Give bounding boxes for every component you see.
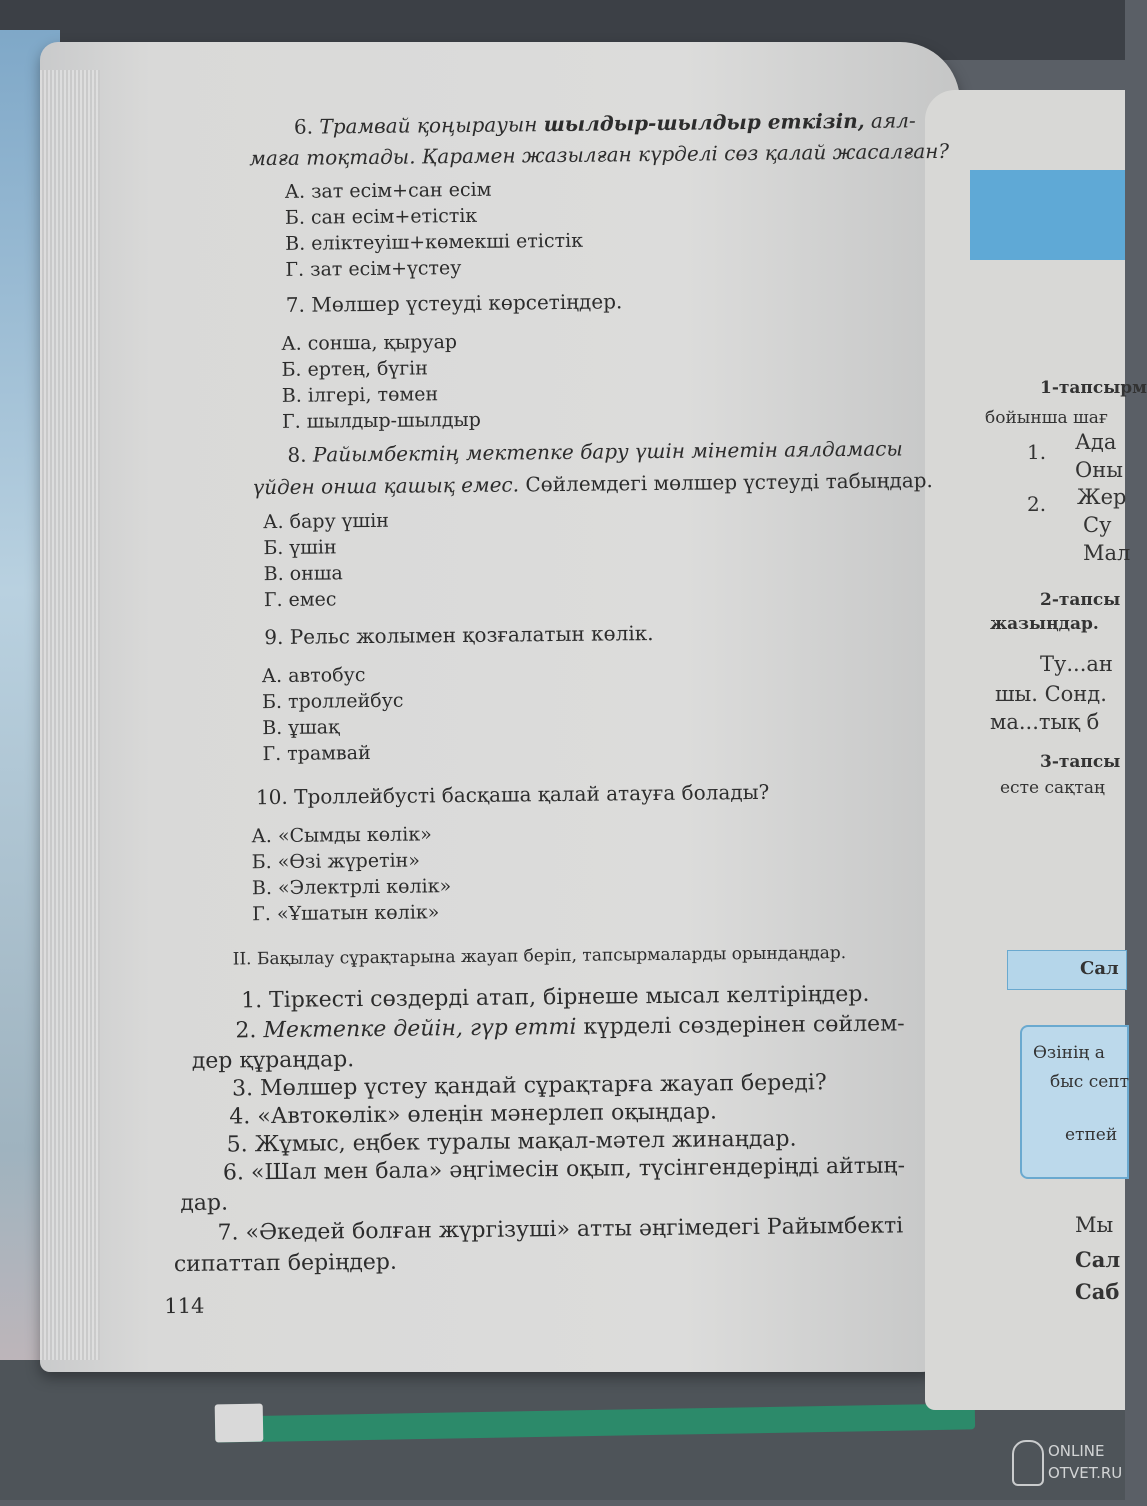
right-line: шы. Сонд.	[995, 682, 1107, 706]
task-4: 4. «Автокөлік» өлеңін мәнерлеп оқыңдар.	[229, 1099, 718, 1130]
task-6-line2: дар.	[180, 1190, 229, 1217]
q9-option-d: Г. трамвай	[262, 741, 371, 766]
q10-option-a: А. «Сымды көлік»	[251, 823, 432, 848]
q9-option-a: А. автобус	[261, 664, 366, 688]
task-7-line2: сипаттап беріңдер.	[173, 1249, 398, 1278]
right-line: Жер	[1077, 485, 1127, 509]
right-line: Су	[1083, 513, 1112, 537]
task-1: 1. Тіркесті сөздерді атап, бірнеше мысал келтіріңдер.	[241, 981, 870, 1014]
right-note-line: быс септ	[1050, 1072, 1130, 1092]
q8-option-d: Г. емес	[263, 588, 337, 612]
question-8-line2: үйден онша қашық емес. Сөйлемдегі мөлшер үстеуді табыңдар.	[252, 468, 933, 500]
q7-option-a: А. сонша, қыруар	[281, 331, 458, 355]
right-line: бойынша шағ	[985, 408, 1108, 428]
right-task-1-heading: 1-тапсырм	[1040, 378, 1147, 398]
right-line: Сал	[1075, 1247, 1121, 1272]
right-line: 2.	[1027, 492, 1047, 516]
section-2-heading: II. Бақылау сұрақтарына жауап беріп, тапсырмаларды орындаңдар.	[232, 943, 847, 970]
page-number: 114	[164, 1293, 205, 1319]
watermark-text: ONLINE OTVET.RU	[1048, 1442, 1123, 1482]
task-2-line2: дер құраңдар.	[191, 1047, 355, 1074]
task-6: 6. «Шал мен бала» әңгімесін оқып, түсінгендеріңді айтың-	[222, 1153, 906, 1186]
right-line: Мал	[1083, 541, 1131, 565]
question-6-line2: маға тоқтады. Қарамен жазылған күрделі сөз қалай жасалған?	[249, 138, 950, 171]
right-line: Мы	[1075, 1213, 1114, 1237]
right-note-line: Өзінің а	[1033, 1043, 1105, 1063]
question-7: 7. Мөлшер үстеуді көрсетіңдер.	[285, 289, 623, 317]
task-5: 5. Жұмыс, еңбек туралы мақал-мәтел жинаңдар.	[226, 1126, 797, 1158]
question-6: 6. Трамвай қоңырауын шылдыр-шылдыр еткізіп, аял-	[293, 108, 916, 139]
q6-option-d: Г. зат есім+үстеу	[285, 257, 462, 281]
question-9: 9. Рельс жолымен қозғалатын көлік.	[264, 621, 654, 650]
right-task-3-heading: 3-тапсы	[1040, 752, 1121, 772]
q10-option-b: Б. «Өзі жүретін»	[251, 849, 421, 874]
right-line: Ту...ан	[1040, 652, 1113, 676]
q9-option-c: В. ұшақ	[262, 716, 340, 740]
q10-option-d: Г. «Ұшатын көлік»	[252, 901, 440, 926]
q7-option-d: Г. шылдыр-шылдыр	[281, 408, 481, 433]
question-10: 10. Троллейбусті басқаша қалай атауға болады?	[255, 779, 770, 810]
q8-option-c: В. онша	[263, 562, 343, 586]
task-2: 2. Мектепке дейін, гүр етті күрделі сөздерінен сөйлем-	[235, 1011, 905, 1044]
q8-option-a: А. бару үшін	[263, 509, 389, 534]
q7-option-b: Б. ертең, бүгін	[281, 357, 428, 381]
right-note-line: етпей	[1065, 1125, 1118, 1145]
task-3: 3. Мөлшер үстеу қандай сұрақтарға жауап береді?	[231, 1070, 827, 1102]
q8-option-b: Б. үшін	[263, 536, 337, 560]
right-label-sal: Сал	[1080, 958, 1119, 979]
q10-option-c: В. «Электрлі көлік»	[251, 875, 452, 900]
q9-option-b: Б. троллейбус	[261, 689, 404, 714]
right-line: Оны	[1075, 458, 1123, 482]
right-line: есте сақтаң	[1000, 778, 1105, 798]
right-line: жазыңдар.	[990, 614, 1099, 634]
q6-option-b: Б. сан есім+етістік	[284, 204, 478, 229]
watermark	[1012, 1438, 1123, 1488]
task-7: 7. «Әкедей болған жүргізуші» атты әңгімедегі Райымбекті	[217, 1213, 904, 1246]
question-8: 8. Райымбектің мектепке бару үшін мінетін аялдамасы	[287, 436, 903, 467]
lightbulb-icon	[1012, 1440, 1044, 1486]
right-line: Саб	[1075, 1279, 1120, 1304]
q6-option-a: А. зат есім+сан есім	[284, 178, 492, 203]
q6-option-c: В. еліктеуіш+көмекші етістік	[285, 229, 584, 255]
right-line: 1.	[1027, 440, 1047, 464]
right-line: Ада	[1075, 430, 1117, 454]
right-line: ма...тық б	[990, 710, 1100, 734]
right-task-2-heading: 2-тапсы	[1040, 590, 1121, 610]
q7-option-c: В. ілгері, төмен	[281, 383, 439, 407]
